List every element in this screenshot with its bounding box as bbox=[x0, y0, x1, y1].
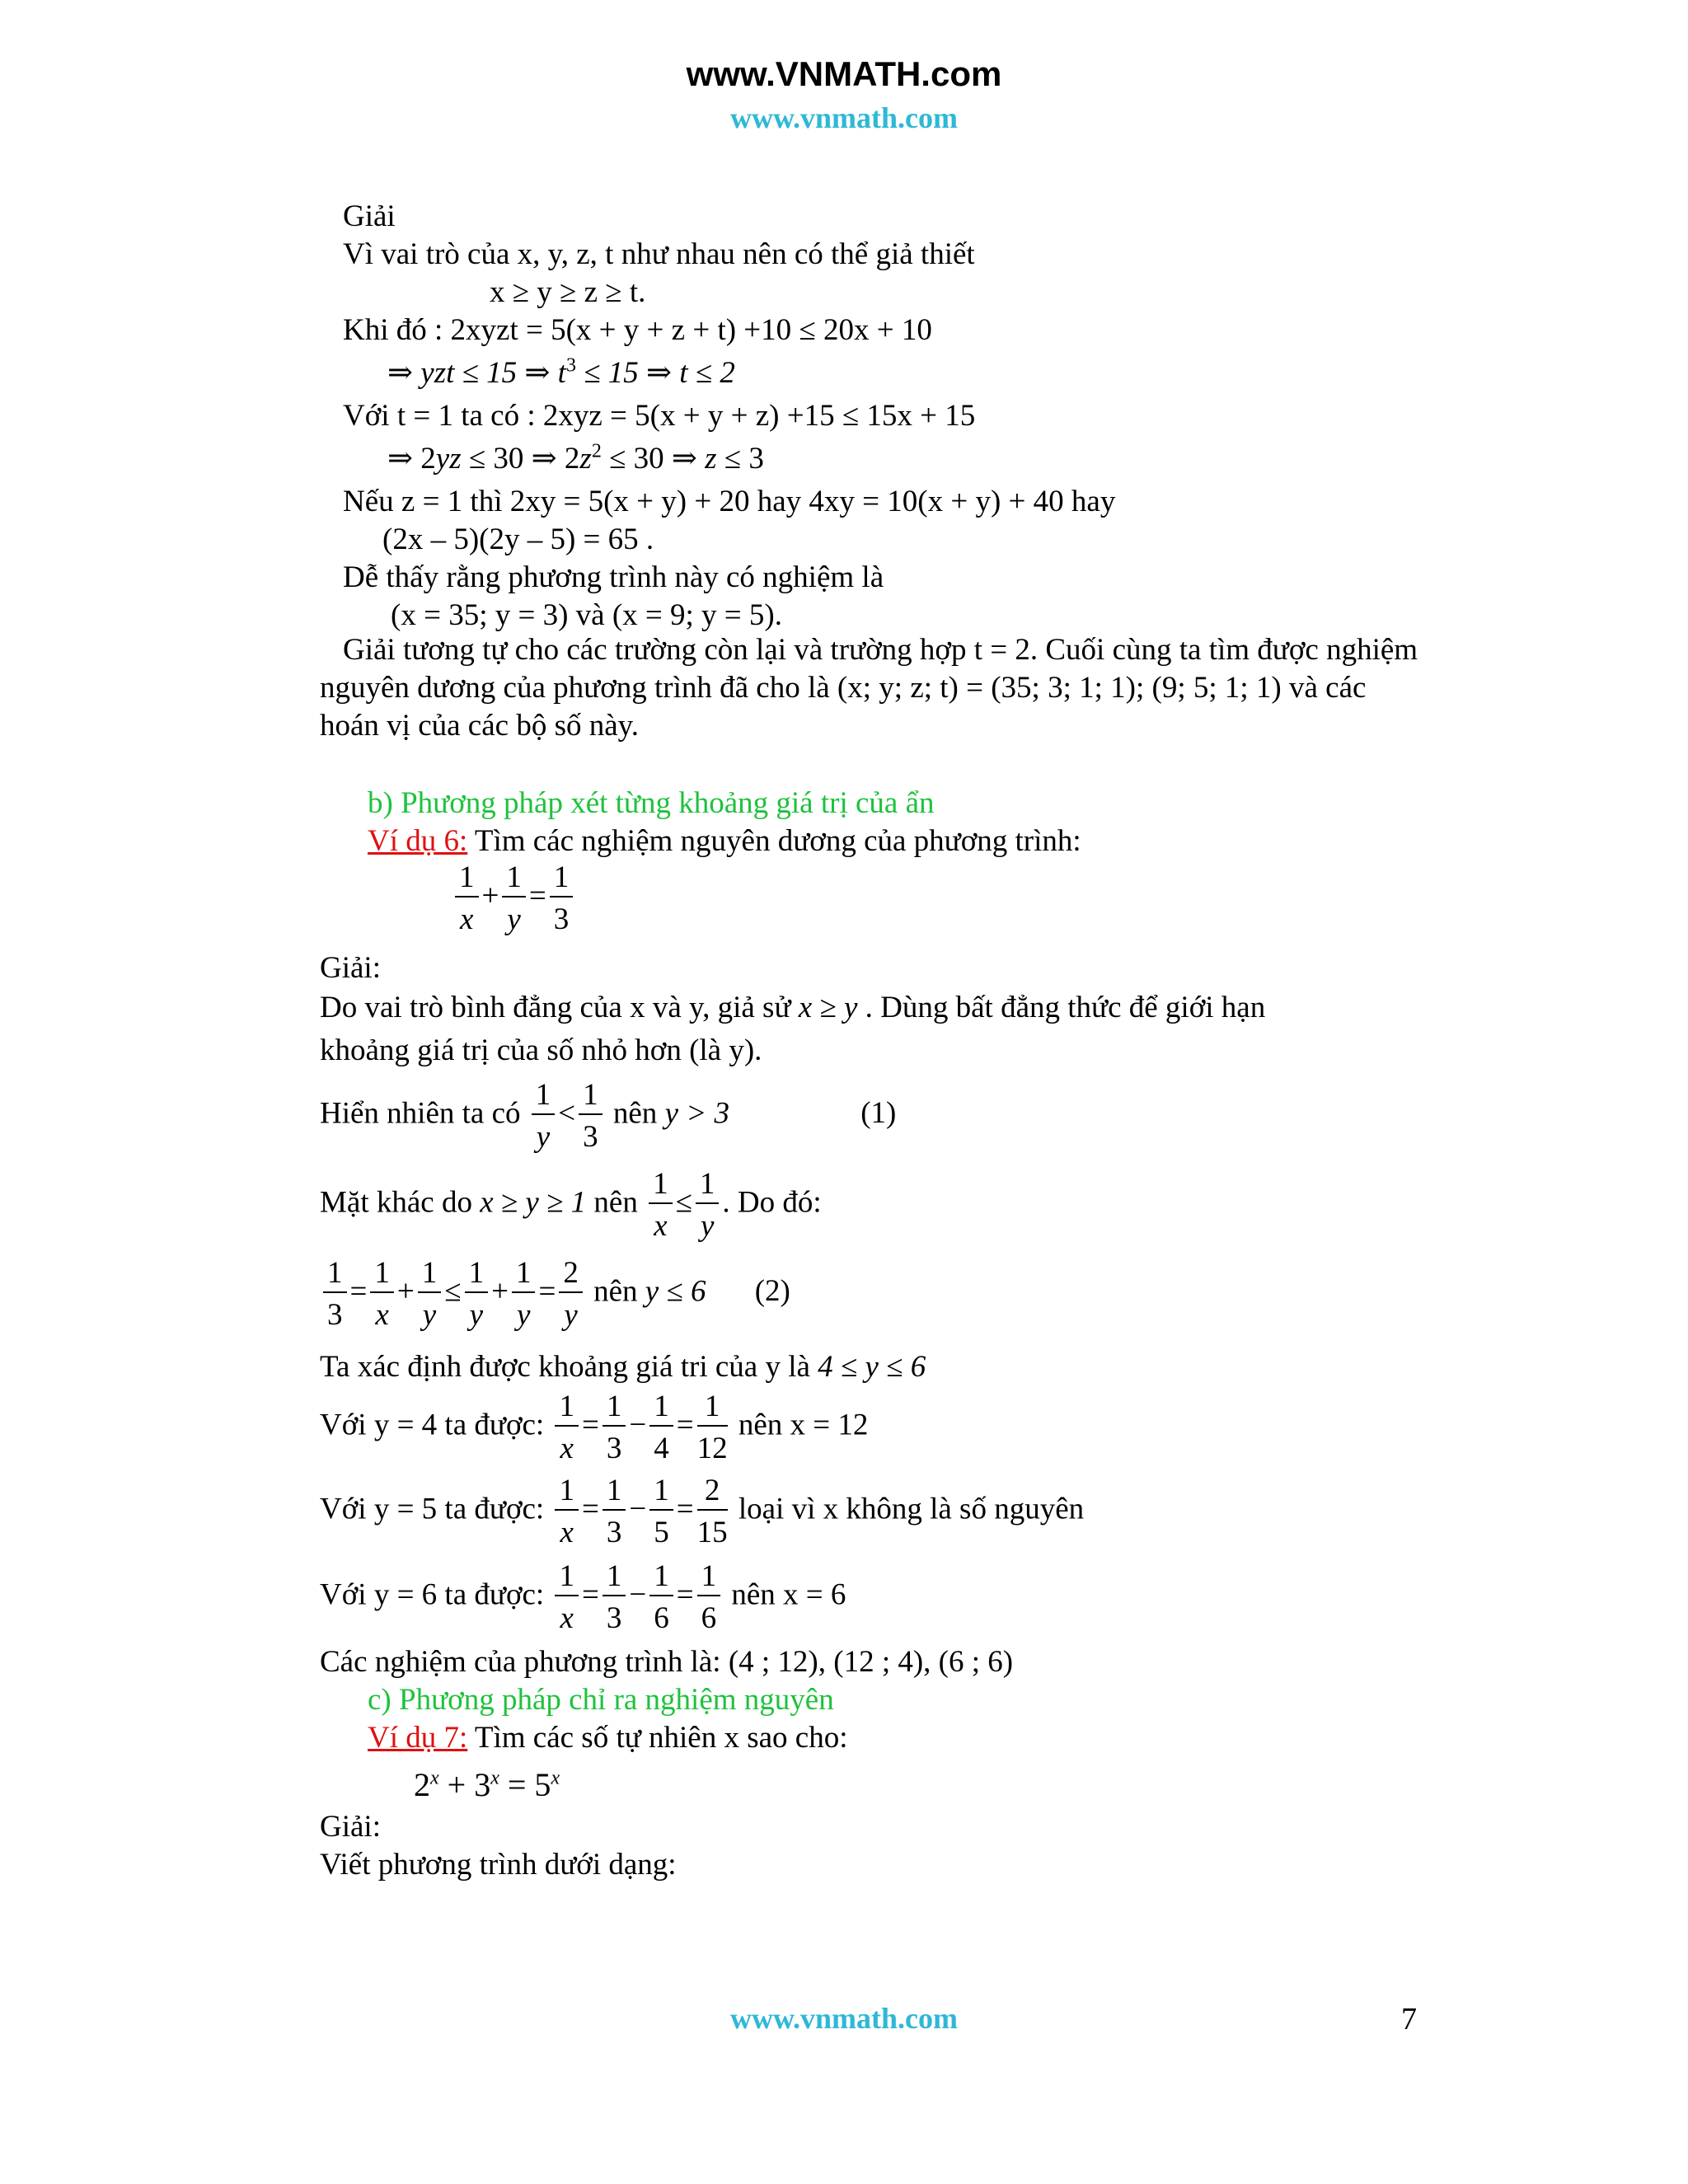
text-line: khoảng giá trị của số nhỏ hơn (là y). bbox=[320, 1033, 762, 1067]
text-line: (2x – 5)(2y – 5) = 65 . bbox=[382, 523, 654, 556]
footer-site: www.vnmath.com bbox=[730, 2002, 958, 2035]
equation: $2^x + 3^x = 5^x$ bbox=[414, 1766, 560, 1803]
math-line: ⇒ 2yz ≤ 30 ⇒ $2z^2 \le 30$ ⇒ z ≤ 3 bbox=[387, 440, 764, 476]
math-line: $\frac{1}{3}$ = $\frac{1}{x}$ + $\frac{1}{y}$ ≤ $\frac{1}{y}$ + $\frac{1}{y}$ = $\frac{2}{y}$ nên y ≤ 6 (2) bbox=[320, 1258, 790, 1330]
text-line: Viết phương trình dưới dạng: bbox=[320, 1848, 677, 1882]
text-line: Với t = 1 ta có : 2xyz = 5(x + y + z) +15 ≤ 15x + 15 bbox=[343, 399, 976, 433]
text-line: Khi đó : 2xyzt = 5(x + y + z + t) +10 ≤ 20x + 10 bbox=[343, 313, 932, 347]
header-brand: www.VNMATH.com bbox=[686, 54, 1002, 93]
example-line: Ví dụ 7: Tìm các số tự nhiên x sao cho: bbox=[368, 1721, 848, 1755]
text-line: Vì vai trò của x, y, z, t như nhau nên có thể giả thiết bbox=[343, 237, 975, 271]
math-line: Với y = 4 ta được: $\frac{1}{x}$ = $\frac{1}{3}$ − $\frac{1}{4}$ = $\frac{1}{12}$ nên x = 12 bbox=[320, 1390, 869, 1465]
header-site: www.vnmath.com bbox=[730, 101, 958, 134]
text-line: (x = 35; y = 3) và (x = 9; y = 5). bbox=[391, 598, 782, 632]
example-line: Ví dụ 6: Tìm các nghiệm nguyên dương của phương trình: bbox=[368, 824, 1081, 858]
text-line: Ta xác định được khoảng giá tri của y là 4 ≤ y ≤ 6 bbox=[320, 1350, 926, 1384]
page-number: 7 bbox=[1401, 2002, 1417, 2036]
math-line: Mặt khác do x ≥ y ≥ 1 nên $\frac{1}{x}$ ≤ $\frac{1}{y}$ . Do đó: bbox=[320, 1167, 822, 1243]
math-line: Với y = 5 ta được: $\frac{1}{x}$ = $\frac{1}{3}$ − $\frac{1}{5}$ = $\frac{2}{15}$ loại vì x không là số nguyên bbox=[320, 1474, 1085, 1549]
section-heading: c) Phương pháp chỉ ra nghiệm nguyên bbox=[368, 1683, 834, 1717]
text-line: Giải bbox=[343, 199, 396, 233]
text-line: Các nghiệm của phương trình là: (4 ; 12), (12 ; 4), (6 ; 6) bbox=[320, 1645, 1014, 1679]
text-line: x ≥ y ≥ z ≥ t. bbox=[490, 275, 646, 309]
text-line: Do vai trò bình đẳng của x và y, giả sử x ≥ y . Dùng bất đẳng thức để giới hạn bbox=[320, 991, 1266, 1024]
text-line: Giải: bbox=[320, 951, 381, 985]
example-label: Ví dụ 6: bbox=[368, 824, 468, 858]
paragraph: Giải tương tự cho các trường còn lại và trường hợp t = 2. Cuối cùng ta tìm được nghiệm nguyên dương của phương trình đã cho là (x; y; z; t) = (35; 3; 1; 1); (9; 5; 1; 1) và các hoán vị của các bộ số này. bbox=[320, 633, 1418, 743]
math-line: Với y = 6 ta được: $\frac{1}{x}$ = $\frac{1}{3}$ − $\frac{1}{6}$ = $\frac{1}{6}$ nên x = 6 bbox=[320, 1559, 846, 1635]
text-line: Nếu z = 1 thì 2xy = 5(x + y) + 20 hay 4xy = 10(x + y) + 40 hay bbox=[343, 485, 1116, 518]
example-label: Ví dụ 7: bbox=[368, 1721, 468, 1755]
math-line: Hiển nhiên ta có $\frac{1}{y}$ < $\frac{1}{3}$ nên y > 3 (1) bbox=[320, 1078, 897, 1154]
text-line: Giải: bbox=[320, 1810, 381, 1844]
text-line: Dễ thấy rằng phương trình này có nghiệm là bbox=[343, 560, 884, 594]
equation: $\frac{1}{x}$ + $\frac{1}{y}$ = $\frac{1}{3}$ bbox=[452, 862, 576, 935]
section-heading: b) Phương pháp xét từng khoảng giá trị của ẩn bbox=[368, 786, 935, 820]
math-line: ⇒ yzt ≤ 15 ⇒ $t^3 \le 15$ ⇒ t ≤ 2 bbox=[387, 354, 735, 390]
